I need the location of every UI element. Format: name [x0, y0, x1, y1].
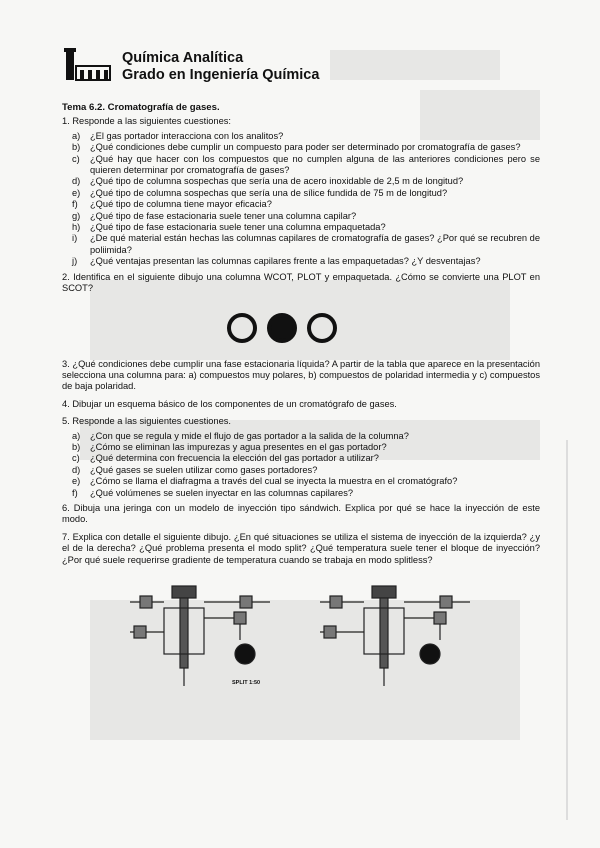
- question-2: 2. Identifica en el siguiente dibujo una columna WCOT, PLOT y empaquetada. ¿Cómo se convierte una PLOT en SCOT?: [62, 271, 540, 294]
- document-header: [64, 44, 364, 84]
- item-letter: i): [72, 233, 78, 244]
- item-text: ¿Qué condiciones debe cumplir un compuesto para poder ser determinado por cromatografía de gases?: [90, 142, 521, 153]
- list-item: [72, 453, 540, 464]
- item-letter: c): [72, 153, 80, 164]
- question-7: 7. Explica con detalle el siguiente dibujo. ¿En qué situaciones se utiliza el sistema de inyección de la izquierda? ¿y el de la derecha? ¿Qué problema presenta el modo split? ¿Qué temperatura suele tener el bloque de inyección? ¿Por qué suele requerirse gradiente de temperatura cuando se trabaja en modo splitless?: [62, 531, 540, 565]
- list-item: [72, 465, 540, 476]
- item-text: ¿Cómo se llama el diafragma a través del cual se inyecta la muestra en el cromatógrafo?: [90, 476, 458, 487]
- list-item: [72, 176, 540, 187]
- question-4: 4. Dibujar un esquema básico de los componentes de un cromatógrafo de gases.: [62, 398, 397, 409]
- question-5: 5. Responde a las siguientes cuestiones.: [62, 416, 232, 427]
- item-text: ¿Con que se regula y mide el flujo de gas portador a la salida de la columna?: [90, 430, 409, 441]
- item-letter: j): [72, 256, 78, 267]
- column-cross-sections: [62, 303, 540, 353]
- list-item: [72, 222, 540, 233]
- coated-column-icon: [307, 313, 337, 343]
- item-text: ¿Qué gases se suelen utilizar como gases portadores?: [90, 464, 318, 475]
- item-text: ¿Qué tipo de fase estacionaria suele tener una columna capilar?: [90, 210, 357, 221]
- item-letter: b): [72, 441, 81, 452]
- item-text: ¿Qué ventajas presentan las columnas capilares frente a las empaquetadas? ¿Y desventajas?: [90, 256, 481, 267]
- item-text: ¿Qué tipo de fase estacionaria suele tener una columna empaquetada?: [90, 222, 386, 233]
- question-1-list: [72, 131, 540, 268]
- question-5-list: [72, 431, 540, 499]
- question-3: 3. ¿Qué condiciones debe cumplir una fase estacionaria líquida? A partir de la tabla que aparece en la presentación selecciona una columna para: a) compuestos muy polares, b) compuestos de polaridad intermedia y c) compuestos de baja polaridad.: [62, 358, 540, 392]
- item-text: ¿Qué tipo de columna sospechas que sería una de acero inoxidable de 2,5 m de longitud?: [90, 176, 464, 187]
- question-6: 6. Dibuja una jeringa con un modelo de inyección tipo sándwich. Explica por qué se hace la inyección de este modo.: [62, 502, 540, 525]
- item-letter: e): [72, 476, 81, 487]
- university-logo: [64, 48, 112, 82]
- open-tubular-column-icon: [227, 313, 257, 343]
- item-letter: b): [72, 142, 81, 153]
- item-text: ¿El gas portador interacciona con los analitos?: [90, 130, 284, 141]
- list-item: [72, 476, 540, 487]
- list-item: [72, 188, 540, 199]
- item-text: ¿Qué determina con frecuencia la elección del gas portador a utilizar?: [90, 453, 379, 464]
- list-item: [72, 211, 540, 222]
- splitless-injector-schematic: [320, 586, 470, 686]
- item-letter: a): [72, 430, 81, 441]
- item-letter: f): [72, 199, 78, 210]
- split-ratio-label: SPLIT 1:50: [232, 680, 261, 686]
- course-title: Química Analítica: [122, 50, 244, 66]
- question-1: 1. Responde a las siguientes cuestiones:: [62, 116, 232, 127]
- list-item: [72, 154, 540, 177]
- item-letter: c): [72, 453, 80, 464]
- item-text: ¿Cómo se eliminan las impurezas y agua presentes en el gas portador?: [90, 441, 387, 452]
- list-item: [72, 442, 540, 453]
- exercise-sheet: [62, 102, 540, 568]
- item-letter: e): [72, 187, 81, 198]
- item-text: ¿Qué volúmenes se suelen inyectar en las columnas capilares?: [90, 487, 354, 498]
- list-item: [72, 256, 540, 267]
- list-item: [72, 233, 540, 256]
- item-letter: g): [72, 210, 81, 221]
- list-item: [72, 142, 540, 153]
- item-text: ¿Qué tipo de columna tiene mayor eficacia?: [90, 199, 272, 210]
- topic-heading: Tema 6.2. Cromatografía de gases.: [62, 102, 220, 113]
- injection-system-diagram: [120, 582, 480, 692]
- list-item: [72, 199, 540, 210]
- item-letter: f): [72, 487, 78, 498]
- split-injector-schematic: [130, 586, 270, 686]
- item-letter: d): [72, 176, 81, 187]
- list-item: [72, 131, 540, 142]
- packed-column-icon: [267, 313, 297, 343]
- page-edge-shadow: [566, 440, 568, 820]
- item-letter: a): [72, 130, 81, 141]
- list-item: [72, 431, 540, 442]
- item-text: ¿Qué tipo de columna sospechas que sería una de sílice fundida de 75 m de longitud?: [90, 187, 448, 198]
- degree-title: Grado en Ingeniería Química: [122, 67, 320, 83]
- list-item: [72, 488, 540, 499]
- item-letter: h): [72, 222, 81, 233]
- item-text: ¿Qué hay que hacer con los compuestos que no cumplen alguna de las anteriores condiciones pero se quieren determinar por cromatografía de gases?: [90, 153, 540, 176]
- item-text: ¿De qué material están hechas las columnas capilares de cromatografía de gases? ¿Por qué se recubren de poliimida?: [90, 233, 540, 255]
- item-letter: d): [72, 464, 81, 475]
